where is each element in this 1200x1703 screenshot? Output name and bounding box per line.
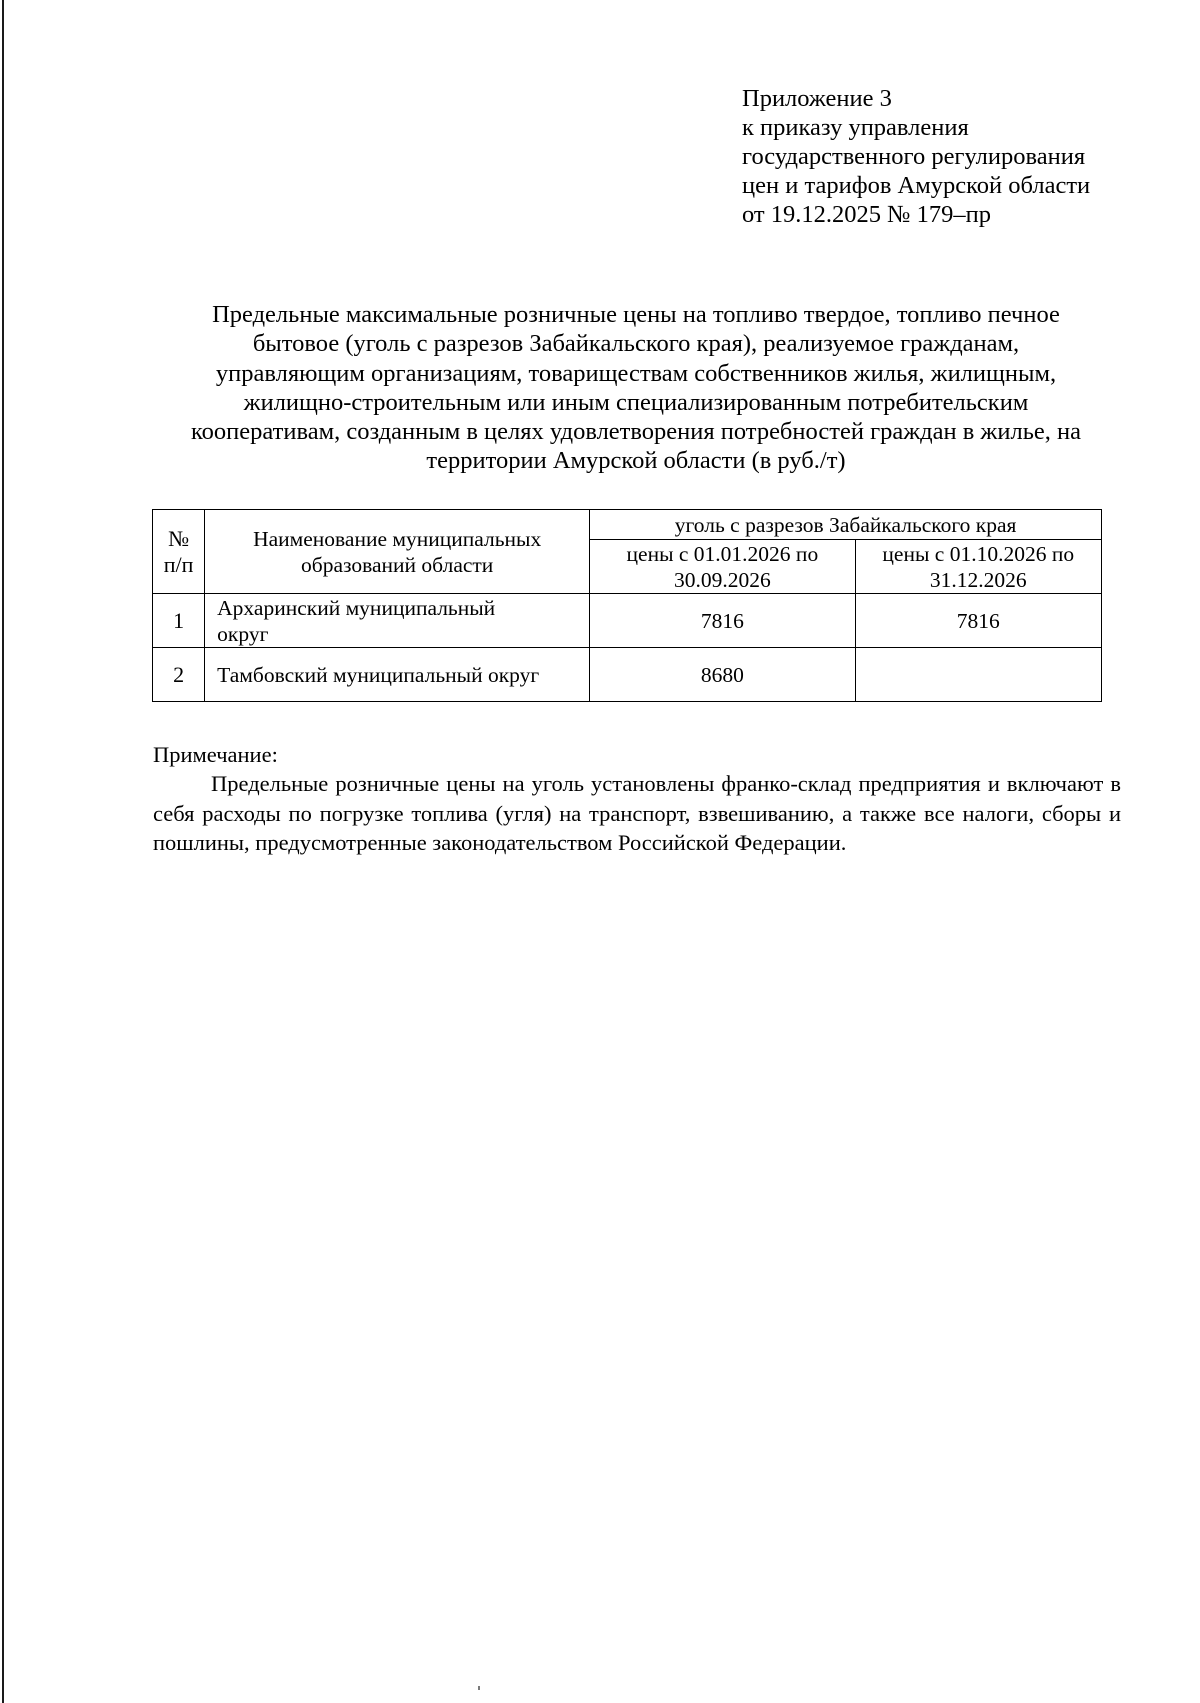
row-name-value: Тамбовский муниципальный округ [217,662,540,687]
row-name [205,648,590,702]
header-number [153,510,205,594]
title-line: жилищно-строительным или иным специализированным потребительским [243,388,1029,416]
header-period1-label: цены с 01.01.2026 по 30.09.2026 [626,541,819,592]
title-line: управляющим организациям, товариществам собственников жилья, жилищным, [215,359,1057,387]
header-group [590,510,1102,540]
header-group-label: уголь с разрезов Забайкальского края [674,512,1017,537]
appendix-line: от 19.12.2025 № 179–пр [742,201,991,228]
header-name [205,510,590,594]
price-table [152,509,1102,702]
appendix-line: к приказу управления [742,114,969,141]
header-number-label: № п/п [163,525,194,577]
row-name [205,594,590,648]
table-row [153,594,1102,648]
note-label: Примечание: [153,742,278,767]
header-period2 [855,540,1101,594]
table-header-row [153,510,1102,540]
title-line: бытовое (уголь с разрезов Забайкальского края), реализуемое гражданам, [252,330,1020,358]
scan-page-edge [2,0,4,1703]
row-price2-value: 7816 [956,608,1000,633]
row-price1 [590,648,855,702]
appendix-block [742,84,1090,229]
title-line: кооперативам, созданным в целях удовлетворения потребностей граждан в жилье, на [191,418,1081,446]
title-line: территории Амурской области (в руб./т) [426,447,846,475]
row-number-value: 2 [173,661,185,687]
row-number-value: 1 [173,607,185,633]
row-number [153,594,205,648]
header-period2-label: цены с 01.10.2026 по 31.12.2026 [882,541,1075,592]
appendix-line: государственного регулирования [742,143,1086,170]
appendix-line: цен и тарифов Амурской области [742,172,1091,199]
note-text: Предельные розничные цены на уголь установлены франко-склад предприятия и включают в себя расходы по погрузке топлива (угля) на транспорт, взвешиванию, а также все налоги, сборы и пошлины, предусмотренные законодательством Российской Федерации. [153,771,1121,855]
title-line: Предельные максимальные розничные цены на топливо твердое, топливо печное [212,301,1060,328]
row-price1 [590,594,855,648]
row-price2 [855,594,1101,648]
row-price1-value: 7816 [700,608,744,633]
header-name-label: Наименование муниципальных образований области [253,526,542,577]
table-row [153,648,1102,702]
document-title [150,300,1122,476]
header-period1 [590,540,855,594]
row-number [153,648,205,702]
row-price2 [855,648,1101,702]
appendix-line: Приложение 3 [742,85,892,112]
scan-mark [478,1686,480,1690]
row-price1-value: 8680 [700,662,744,687]
row-name-value: Архаринский муниципальный округ [217,595,496,646]
